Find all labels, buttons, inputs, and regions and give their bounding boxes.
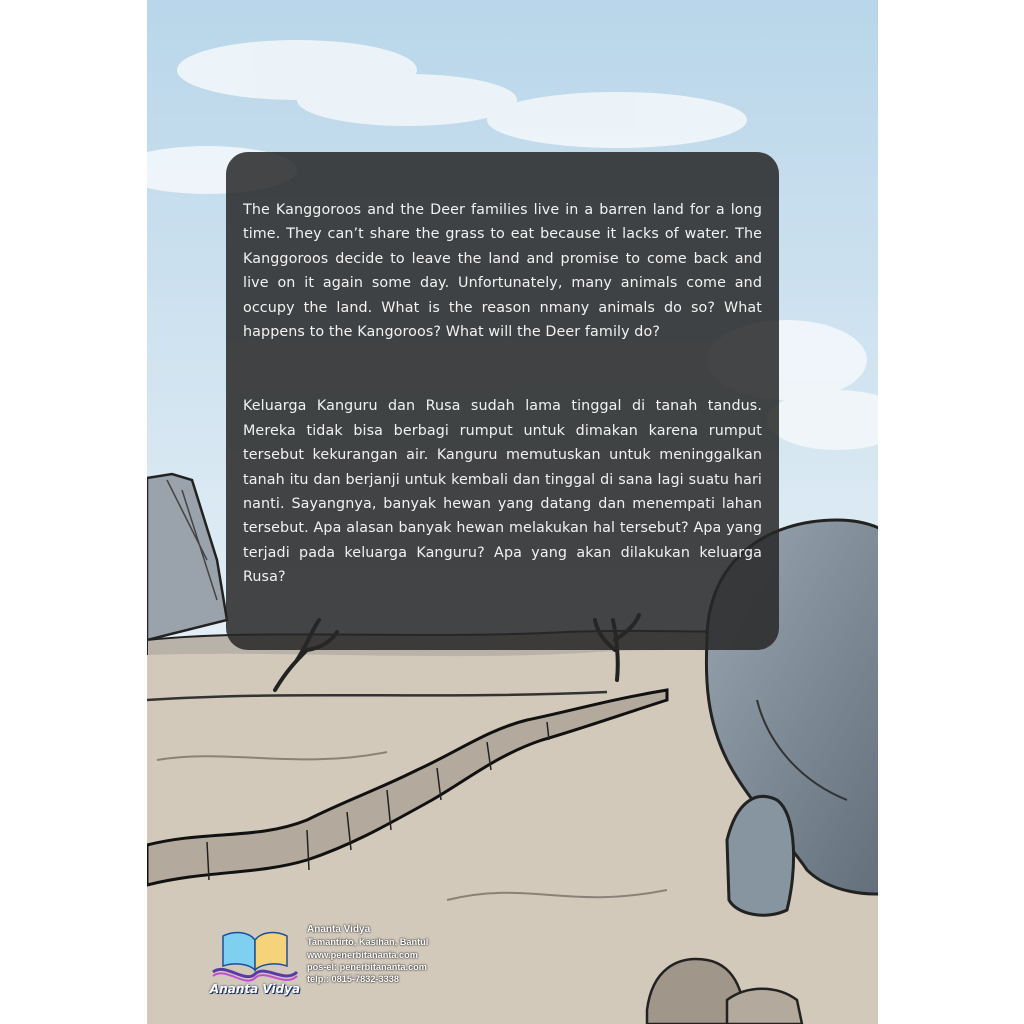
publisher-phone: telp.: 0815-7832-3338 <box>307 974 399 985</box>
story-indonesian-paragraph: Keluarga Kanguru dan Rusa sudah lama tinggal di tanah tandus. Mereka tidak bisa berbagi rumput untuk dimakan karena rumput tersebut kekurangan air. Kanguru memutuskan untuk meninggalkan tanah itu dan berjanji untuk kembali dan tinggal di sana lagi suatu hari nanti. Sayangnya, banyak hewan yang datang dan menempati lahan tersebut. Apa alasan banyak hewan melakukan hal tersebut? Apa yang terjadi pada keluarga Kanguru? Apa yang akan dilakukan keluarga Rusa? <box>243 398 762 586</box>
publisher-website: www.penerbitananta.com <box>307 949 418 960</box>
story-text-panel <box>226 152 779 650</box>
story-english-paragraph: The Kanggoroos and the Deer families live in a barren land for a long time. They can’t share the grass to eat because it lacks of water. The Kanggoroos decide to leave the land and promise to come back and live on it again some day. Unfortunately, many animals come and occupy the land. What is the reason nmany animals do so? What happens to the Kangoroos? What will the Deer family do? <box>243 202 762 341</box>
publisher-name: Ananta Vidya <box>307 924 371 935</box>
publisher-email: pos-el: penerbitananta.com <box>307 961 427 972</box>
publisher-logo <box>205 926 305 996</box>
publisher-info <box>307 924 428 985</box>
publisher-block <box>205 924 445 998</box>
logo-text: Ananta Vidya <box>209 982 301 996</box>
open-book-logo-icon <box>205 926 305 986</box>
publisher-address: Tamantirto, Kasihan, Bantul <box>307 937 429 948</box>
